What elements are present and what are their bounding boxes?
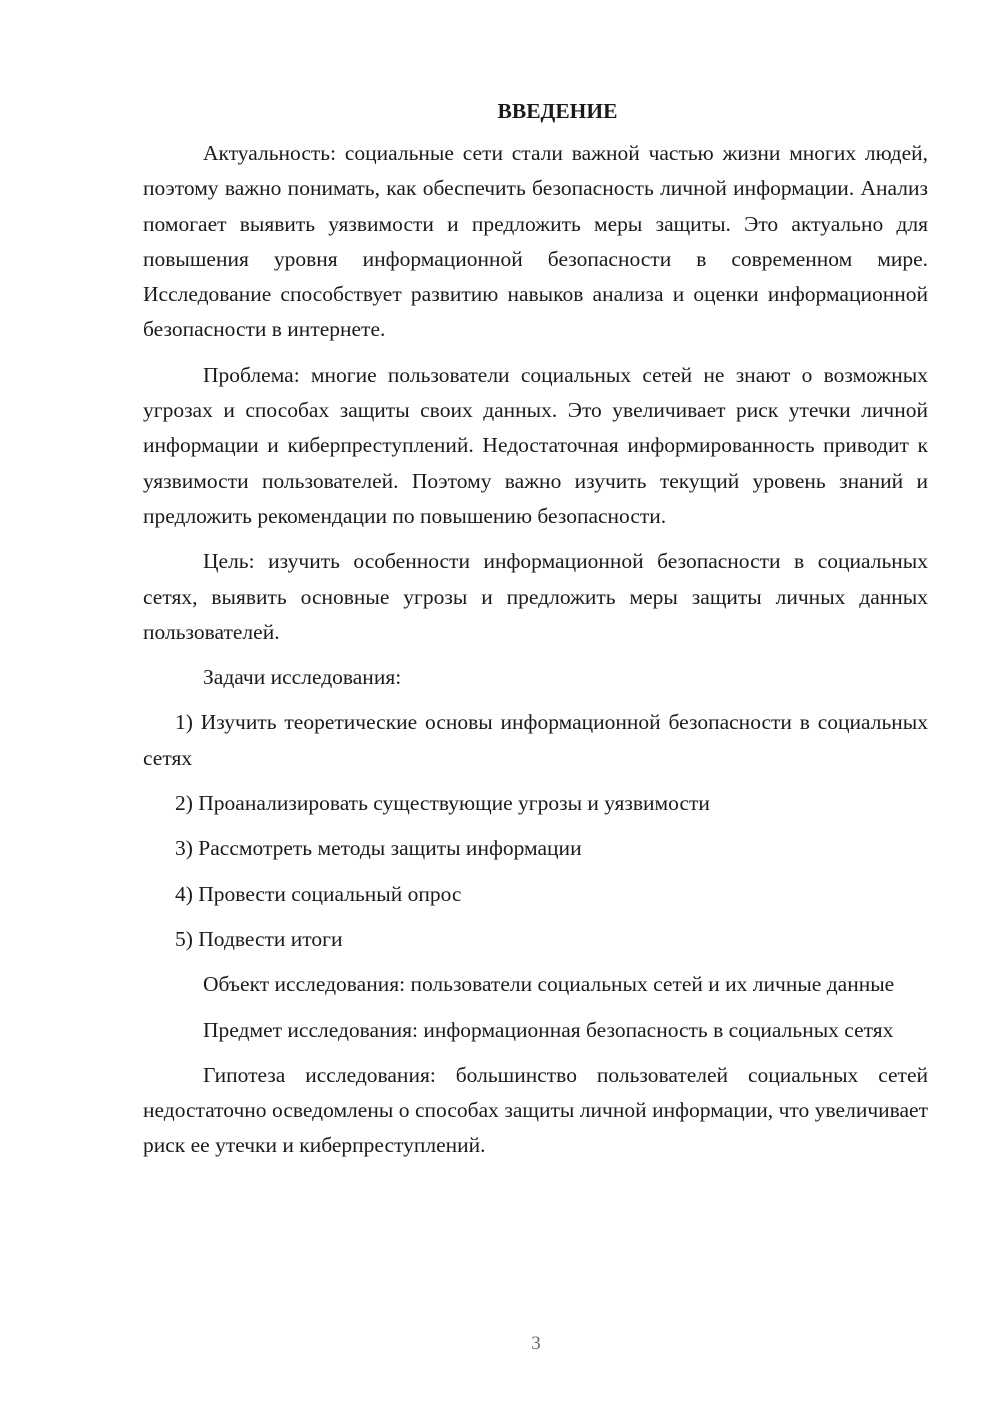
hypothesis-paragraph: Гипотеза исследования: большинство пользователей социальных сетей недостаточно осведомлены о способах защиты личной информации, что увеличивает риск ее утечки и киберпреступлений. (143, 1062, 928, 1158)
object-paragraph: Объект исследования: пользователи социальных сетей и их личные данные (203, 972, 895, 997)
task-item: 3) Рассмотреть методы защиты информации (175, 836, 582, 861)
page-content (143, 96, 928, 1174)
goal-paragraph: Цель: изучить особенности информационной безопасности в социальных сетях, выявить основные угрозы и предложить меры защиты личных данных пользователей. (143, 549, 928, 644)
task-item: 4) Провести социальный опрос (175, 881, 462, 906)
task-item: 2) Проанализировать существующие угрозы и уязвимости (175, 791, 710, 816)
page-title: ВВЕДЕНИЕ (497, 99, 618, 123)
tasks-title: Задачи исследования: (203, 665, 402, 690)
task-item: 5) Подвести итоги (175, 926, 343, 951)
relevance-paragraph: Актуальность: социальные сети стали важной частью жизни многих людей, поэтому важно понимать, как обеспечить безопасность личной информации. Анализ помогает выявить уязвимости и предложить меры защиты. Это актуально для повышения уровня информационной безопасности в современном мире. Исследование способствует развитию навыков анализа и оценки информационной безопасности в интернете. (143, 141, 928, 342)
problem-paragraph: Проблема: многие пользователи социальных сетей не знают о возможных угрозах и способах защиты своих данных. Это увеличивает риск утечки личной информации и киберпреступлений. Недостаточная информированность приводит к уязвимости пользователей. Поэтому важно изучить текущий уровень знаний и предложить рекомендации по повышению безопасности. (143, 362, 928, 528)
task-item: 1) Изучить теоретические основы информационной безопасности в социальных сетях (143, 710, 928, 770)
subject-paragraph: Предмет исследования: информационная безопасность в социальных сетях (203, 1017, 894, 1042)
page-number: 3 (531, 1333, 541, 1354)
